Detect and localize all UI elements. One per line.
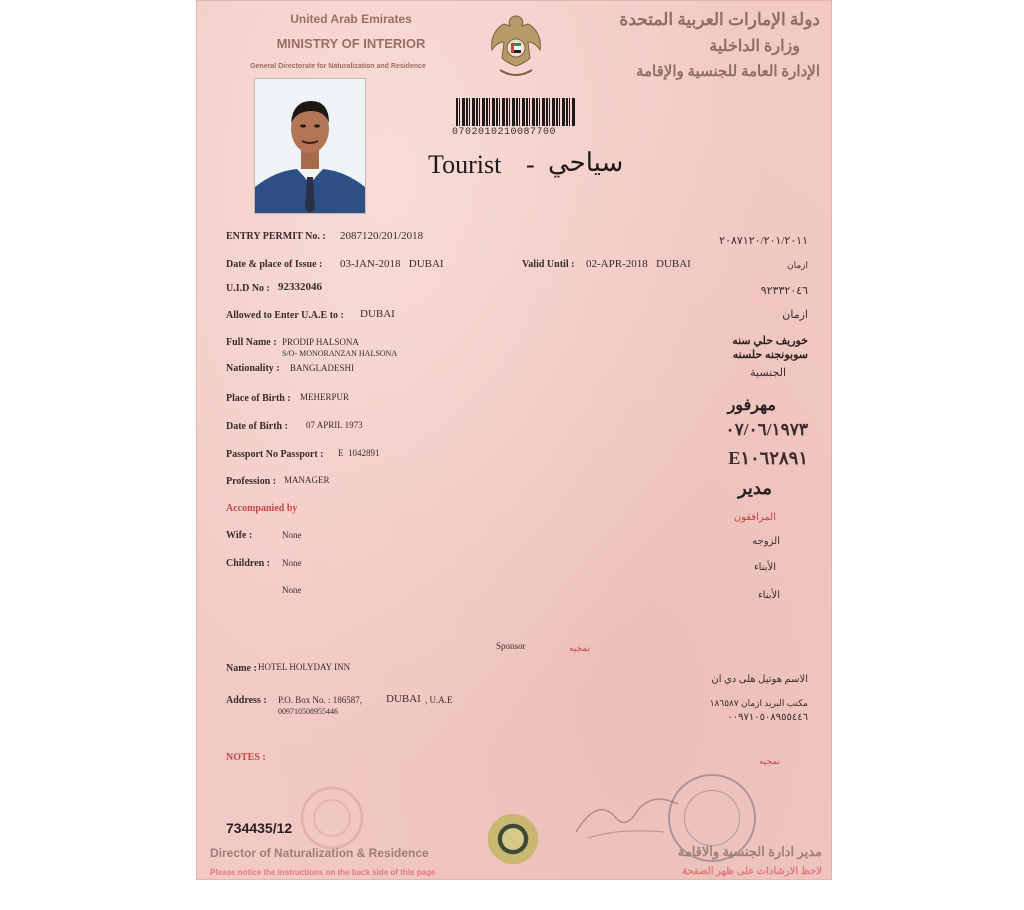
children-label: Children : bbox=[226, 558, 270, 569]
allowed-label: Allowed to Enter U.A.E to : bbox=[226, 310, 344, 321]
passport-value: E 1042891 bbox=[338, 448, 380, 458]
nationality-label: Nationality : bbox=[226, 363, 280, 374]
sponsor-label: Sponsor bbox=[496, 641, 526, 651]
issue-label: Date & place of Issue : bbox=[226, 259, 323, 270]
visa-type-separator: - bbox=[526, 150, 535, 179]
place-of-birth-ar-handwritten: مهرفور bbox=[727, 397, 776, 414]
other-accompanied-ar: الأبناء bbox=[757, 590, 780, 601]
entry-permit-value: 2087120/201/2018 bbox=[340, 230, 424, 242]
fullname-value-line2: S/O- MONORANZAN HALSONA bbox=[282, 349, 398, 358]
country-name-en: United Arab Emirates bbox=[290, 12, 412, 26]
fullname-ar-line2-handwritten: سوبونجنه حلسنه bbox=[732, 349, 808, 361]
sponsor-name-ar: الاسم هوتيل هلى دي ان bbox=[711, 674, 808, 685]
sponsor-label-ar: نمجيه bbox=[568, 643, 590, 653]
notes-label-ar: نمجيه bbox=[758, 756, 780, 766]
sponsor-name-label: Name : bbox=[226, 663, 257, 674]
date-of-birth-value: 07 APRIL 1973 bbox=[306, 420, 363, 430]
nationality-ar: الجنسية bbox=[750, 367, 786, 379]
entry-permit-ar: ٢٠٨٧١٢٠/٢٠١/٢٠١١ bbox=[719, 235, 808, 247]
country-name-ar: دولة الإمارات العربية المتحدة bbox=[619, 10, 820, 29]
sponsor-address-label: Address : bbox=[226, 695, 267, 706]
place-of-birth-label: Place of Birth : bbox=[226, 393, 291, 404]
place-of-birth-value: MEHERPUR bbox=[300, 392, 350, 402]
sponsor-address-city: DUBAI bbox=[386, 693, 421, 705]
holder-photo bbox=[254, 78, 366, 214]
profession-label: Profession : bbox=[226, 476, 277, 487]
fullname-ar-handwritten: خوريف حلي سنه bbox=[732, 335, 808, 347]
notes-label: NOTES : bbox=[226, 752, 266, 763]
director-title-ar: مدير ادارة الجنسية والاقامة bbox=[677, 844, 822, 859]
passport-label: Passport No Passport : bbox=[226, 449, 324, 460]
children-value: None bbox=[282, 558, 302, 568]
date-of-birth-ar: ٠٧/٠٦/١٩٧٣ bbox=[725, 420, 808, 439]
back-side-notice-en: Please notice the instructions on the back side of this page bbox=[210, 868, 436, 877]
allowed-ar: ازمان bbox=[782, 309, 808, 321]
date-of-birth-label: Date of Birth : bbox=[226, 421, 288, 432]
allowed-value: DUBAI bbox=[360, 308, 395, 320]
sponsor-name-value: HOTEL HOLYDAY INN bbox=[258, 662, 351, 672]
children-ar: الأبناء bbox=[753, 562, 776, 573]
sponsor-address-ar: مكتب البريد ازمان ١٨٦٥٨٧ bbox=[709, 698, 808, 708]
fullname-value: PRODIP HALSONA bbox=[282, 337, 359, 347]
profession-value: MANAGER bbox=[284, 475, 330, 485]
sponsor-phone: 00971050895544​6 bbox=[278, 707, 338, 716]
signature-icon bbox=[568, 790, 688, 850]
wife-value: None bbox=[282, 530, 302, 540]
sponsor-phone-ar: ٠٠٩٧١٠٥٠٨٩٥٥٤٤٦ bbox=[727, 712, 808, 723]
accompanied-label-ar: المرافقون bbox=[733, 512, 776, 523]
directorate-name-ar: الإدارة العامة للجنسية والإقامة bbox=[635, 64, 820, 80]
wife-label: Wife : bbox=[226, 530, 253, 541]
accompanied-label: Accompanied by bbox=[226, 503, 298, 514]
visa-type-en: Tourist bbox=[428, 150, 502, 179]
ministry-name-ar: وزارة الداخلية bbox=[709, 38, 800, 55]
director-title-en: Director of Naturalization & Residence bbox=[210, 846, 429, 860]
ministry-name-en: MINISTRY OF INTERIOR bbox=[276, 36, 426, 51]
sponsor-address-value: P.O. Box No. : 186587, bbox=[278, 695, 363, 705]
serial-number: 734435/12 bbox=[226, 820, 293, 836]
visa-type-ar: سياحي bbox=[548, 148, 624, 177]
watermark-stamp-icon bbox=[292, 782, 372, 854]
wife-ar: الزوجه bbox=[752, 536, 780, 547]
fullname-label: Full Name : bbox=[226, 337, 277, 348]
nationality-value: BANGLADESHI bbox=[290, 363, 354, 373]
gold-seal-icon bbox=[488, 814, 538, 864]
entry-permit-label: ENTRY PERMIT No. : bbox=[226, 231, 326, 242]
profession-ar-handwritten: مدير bbox=[737, 478, 772, 498]
valid-until-value: 02-APR-2018 DUBAI bbox=[586, 258, 691, 270]
other-accompanied-value: None bbox=[282, 585, 302, 595]
uid-value: 92332046 bbox=[278, 281, 322, 293]
issue-value: 03-JAN-2018 DUBAI bbox=[340, 258, 444, 270]
passport-ar: E١٠٦٢٨٩١ bbox=[728, 448, 808, 468]
uae-emblem-icon bbox=[484, 10, 548, 82]
back-side-notice-ar: لاحظ الارشادات على ظهر الصفحة bbox=[682, 866, 822, 877]
uid-label: U.I.D No : bbox=[226, 283, 270, 294]
sponsor-address-country: , U.A.E bbox=[425, 695, 453, 705]
uid-ar: ٩٢٣٣٢٠٤٦ bbox=[760, 285, 808, 297]
barcode-number: 070201021008770​0 bbox=[452, 127, 557, 138]
directorate-name-en: General Directorate for Naturalization and Residence bbox=[250, 63, 426, 70]
valid-until-ar: ازمان bbox=[786, 260, 808, 270]
barcode bbox=[456, 98, 576, 126]
valid-until-label: Valid Until : bbox=[522, 259, 575, 270]
